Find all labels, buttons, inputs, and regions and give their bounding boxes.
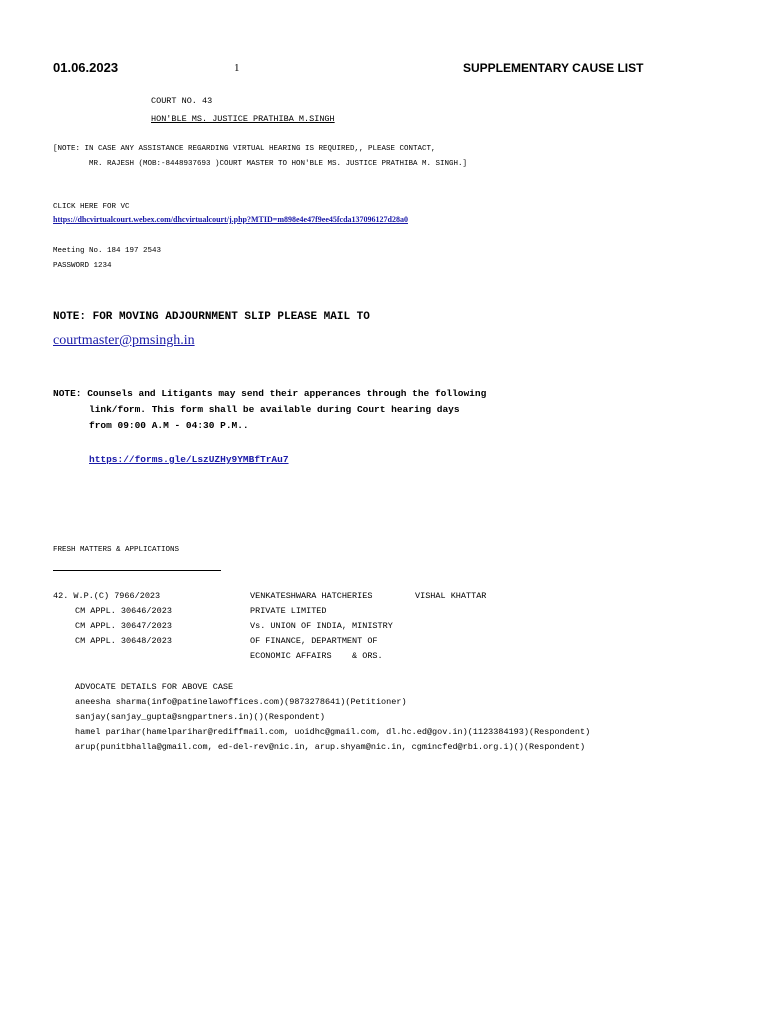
assist-note-line-1: [NOTE: IN CASE ANY ASSISTANCE REGARDING VIRTUAL HEARING IS REQUIRED,, PLEASE CONTACT,: [53, 145, 436, 153]
vc-label: CLICK HERE FOR VC: [53, 203, 130, 211]
appearance-note-line-3: from 09:00 A.M - 04:30 P.M..: [89, 420, 249, 431]
assist-note-line-2: MR. RAJESH (MOB:-8448937693 )COURT MASTER TO HON'BLE MS. JUSTICE PRATHIBA M. SINGH.]: [89, 160, 468, 168]
case-party-line-5: ECONOMIC AFFAIRS & ORS.: [250, 651, 383, 661]
appearance-note-line-2: link/form. This form shall be available during Court hearing days: [89, 404, 460, 415]
meeting-password: PASSWORD 1234: [53, 262, 112, 270]
case-party-line-2: PRIVATE LIMITED: [250, 606, 327, 616]
court-number: COURT NO. 43: [151, 96, 213, 106]
advocate-line: hamel parihar(hamelparihar@rediffmail.com, uoidhc@gmail.com, dl.hc.ed@gov.in)(1123384193)(Respondent): [75, 727, 591, 737]
case-number: 42. W.P.(C) 7966/2023: [53, 591, 161, 601]
case-party-line-3: Vs. UNION OF INDIA, MINISTRY: [250, 621, 393, 631]
advocate-heading: ADVOCATE DETAILS FOR ABOVE CASE: [75, 682, 234, 692]
list-title: SUPPLEMENTARY CAUSE LIST: [463, 61, 644, 75]
list-date: 01.06.2023: [53, 60, 119, 75]
advocate-line: sanjay(sanjay_gupta@sngpartners.in)()(Respondent): [75, 712, 325, 722]
vc-link[interactable]: https://dhcvirtualcourt.webex.com/dhcvirtualcourt/j.php?MTID=m898e4e47f9ee45fcda137096127d28a0: [53, 215, 408, 224]
section-title: FRESH MATTERS & APPLICATIONS: [53, 546, 180, 554]
appearance-form-link[interactable]: https://forms.gle/LszUZHy9YMBfTrAu7: [89, 454, 289, 465]
adjournment-note: NOTE: FOR MOVING ADJOURNMENT SLIP PLEASE MAIL TO: [53, 311, 370, 323]
section-underline: [53, 570, 221, 571]
page-number: 1: [234, 62, 240, 74]
appearance-note-line-1: NOTE: Counsels and Litigants may send their apperances through the following: [53, 388, 487, 399]
case-party-line-1: VENKATESHWARA HATCHERIES: [250, 591, 373, 601]
judge-name: HON'BLE MS. JUSTICE PRATHIBA M.SINGH: [151, 114, 335, 124]
case-application-1: CM APPL. 30646/2023: [75, 606, 172, 616]
meeting-number: Meeting No. 184 197 2543: [53, 247, 162, 255]
advocate-line: arup(punitbhalla@gmail.com, ed-del-rev@nic.in, arup.shyam@nic.in, cgmincfed@rbi.org.i)()(Respondent): [75, 742, 586, 752]
case-application-2: CM APPL. 30647/2023: [75, 621, 172, 631]
advocate-line: aneesha sharma(info@patinelawoffices.com)(9873278641)(Petitioner): [75, 697, 407, 707]
case-counsel: VISHAL KHATTAR: [415, 591, 487, 601]
case-application-3: CM APPL. 30648/2023: [75, 636, 172, 646]
courtmaster-email-link[interactable]: courtmaster@pmsingh.in: [53, 333, 195, 348]
case-party-line-4: OF FINANCE, DEPARTMENT OF: [250, 636, 378, 646]
